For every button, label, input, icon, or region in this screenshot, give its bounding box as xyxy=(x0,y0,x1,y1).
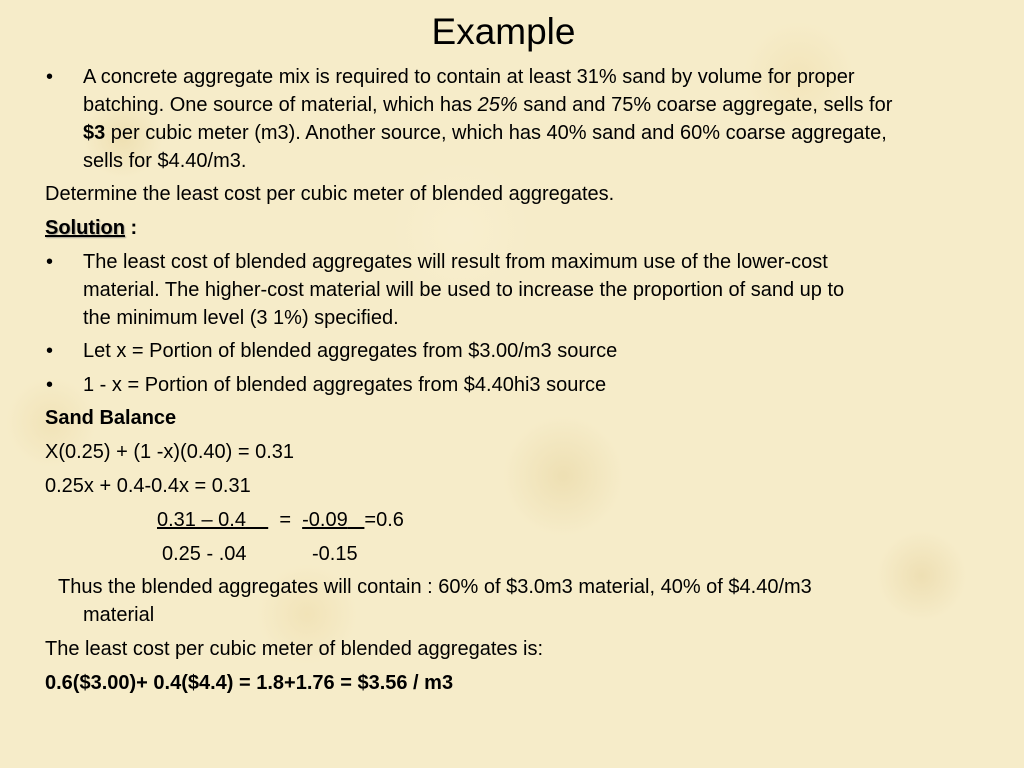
thus-line-2: material xyxy=(83,604,155,626)
solution-label: Solution xyxy=(45,217,125,239)
fraction-numerator-2 xyxy=(302,509,364,531)
sand-percent-italic: 25% xyxy=(477,94,518,116)
solution-colon: : xyxy=(124,217,138,239)
least-cost-text: The least cost per cubic meter of blended aggregates is: xyxy=(45,638,544,660)
solution-heading xyxy=(45,214,137,242)
bullet-icon: • xyxy=(46,66,54,88)
fraction-numerator-row xyxy=(157,506,404,534)
bullet-icon: • xyxy=(46,374,54,396)
problem-line-2 xyxy=(83,91,892,119)
thus-line-1: Thus the blended aggregates will contain : 60% of $3.0m3 material, 40% of $4.40/m3 xyxy=(58,576,812,598)
fraction-result: =0.6 xyxy=(364,509,404,531)
final-answer: 0.6($3.00)+ 0.4($4.4) = 1.8+1.76 = $3.56 / m3 xyxy=(45,672,454,694)
problem-line-3-b: per cubic meter (m3). Another source, which has 40% sand and 60% coarse aggregate, xyxy=(105,122,887,144)
bullet-2-line-1: Let x = Portion of blended aggregates from $3.00/m3 source xyxy=(83,340,618,362)
sand-balance-heading: Sand Balance xyxy=(45,407,177,429)
problem-line-4: sells for $4.40/m3. xyxy=(83,150,247,172)
bullet-3-line-1: 1 - x = Portion of blended aggregates from $4.40hi3 source xyxy=(83,374,607,396)
bullet-1-line-1: The least cost of blended aggregates will result from maximum use of the lower-cost xyxy=(83,251,828,273)
problem-line-2-a: batching. One source of material, which has xyxy=(83,94,478,116)
fraction-numerator-1 xyxy=(157,509,268,531)
determine-text: Determine the least cost per cubic meter of blended aggregates. xyxy=(45,183,615,205)
problem-line-1: A concrete aggregate mix is required to contain at least 31% sand by volume for proper xyxy=(83,66,855,88)
equation-1: X(0.25) + (1 -x)(0.40) = 0.31 xyxy=(45,441,295,463)
bullet-1-line-3: the minimum level (3 1%) specified. xyxy=(83,307,399,329)
bullet-1-line-2: material. The higher-cost material will be used to increase the proportion of sand up to xyxy=(83,279,845,301)
fraction-equals: = xyxy=(279,509,292,531)
numerator-2-text: -0.09 xyxy=(302,509,348,531)
bullet-icon: • xyxy=(46,340,54,362)
problem-line-3 xyxy=(83,119,887,147)
price-bold: $3 xyxy=(83,122,106,144)
fraction-denominator-1: 0.25 - .04 xyxy=(162,543,247,565)
fraction-denominator-2: -0.15 xyxy=(312,543,358,565)
bullet-icon: • xyxy=(46,251,54,273)
slide-title: Example xyxy=(431,11,576,52)
problem-line-2-c: sand and 75% coarse aggregate, sells for xyxy=(517,94,893,116)
numerator-1-text: 0.31 – 0.4 xyxy=(157,509,246,531)
equation-2: 0.25x + 0.4-0.4x = 0.31 xyxy=(45,475,251,497)
